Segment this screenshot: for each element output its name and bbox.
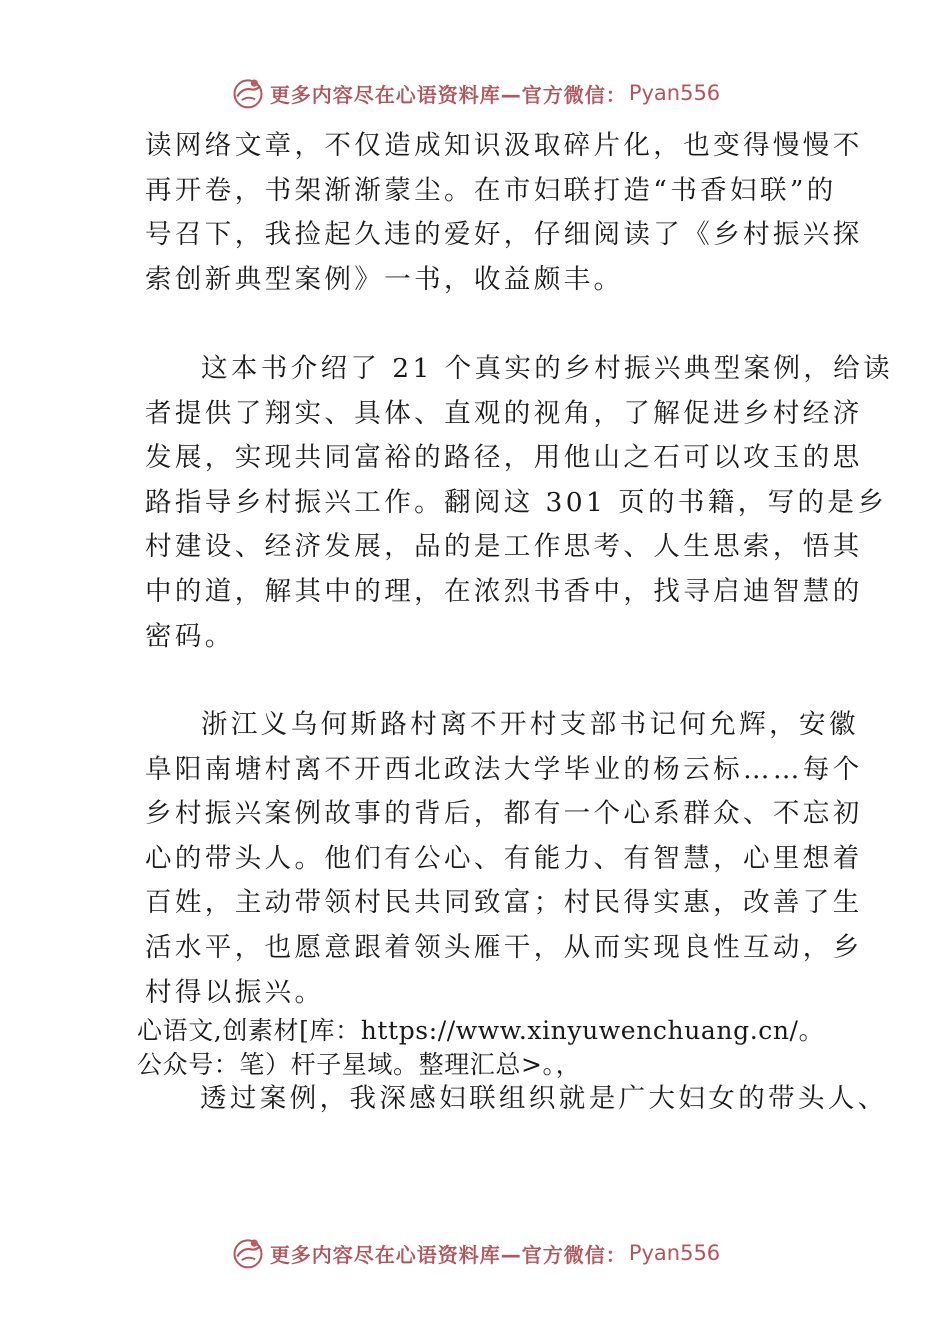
source-watermark [137, 1014, 837, 1082]
paragraph-line: 读网络文章，不仅造成知识汲取碎片化，也变得慢慢不 [145, 130, 863, 161]
paragraph-line: 浙江义乌何斯路村离不开村支部书记何允辉，安徽 [201, 709, 859, 740]
paragraph-line: 路指导乡村振兴工作。翻阅这 301 页的书籍，写的是乡 [145, 486, 888, 518]
paragraph-line: 密码。 [145, 620, 235, 652]
paragraph-4: 透过案例，我深感妇联组织就是广大妇女的带头人、 [200, 1083, 888, 1114]
paragraph-line: 村得以振兴。 [145, 976, 325, 1008]
hand-flower-logo-icon [230, 75, 266, 111]
paragraph-line: 心的带头人。他们有公心、有能力、有智慧，心里想着 [145, 842, 863, 874]
footer-wechat-id: Pyan556 [628, 1241, 721, 1265]
paragraph-line: 阜阳南塘村离不开西北政法大学毕业的杨云标……每个 [145, 753, 863, 785]
paragraph-line: 号召下，我捡起久违的爱好，仔细阅读了《乡村振兴探 [145, 219, 863, 251]
paragraph-line: 中的道，解其中的理，在浓烈书香中，找寻启迪智慧的 [145, 575, 863, 607]
paragraph-line: 发展，实现共同富裕的路径，用他山之石可以攻玉的思 [145, 442, 863, 474]
footer-title: 更多内容尽在心语资料库—官方微信： [269, 1242, 627, 1267]
header-banner [0, 68, 950, 118]
paragraph-line: 者提供了翔实、具体、直观的视角，了解促进乡村经济 [145, 397, 863, 429]
paragraph-line: 乡村振兴案例故事的背后，都有一个心系群众、不忘初 [145, 798, 863, 830]
paragraph-line: 这本书介绍了 21 个真实的乡村振兴典型案例，给读 [201, 353, 894, 384]
paragraph-line: 索创新典型案例》一书，收益颇丰。 [145, 263, 624, 295]
hand-flower-logo-icon [230, 1235, 266, 1271]
header-title: 更多内容尽在心语资料库—官方微信： [269, 82, 627, 107]
paragraph-1 [145, 124, 863, 302]
header-wechat-id: Pyan556 [628, 81, 721, 105]
paragraph-2 [145, 347, 894, 659]
paragraph-line: 再开卷，书架渐渐蒙尘。在市妇联打造“书香妇联”的 [145, 174, 837, 206]
paragraph-3 [145, 703, 863, 1015]
footer-banner [0, 1228, 950, 1278]
watermark-line: 心语文,创素材[库：https://www.xinyuwenchuang.cn/。 [137, 1016, 825, 1045]
paragraph-line: 活水平，也愿意跟着领头雁干，从而实现良性互动，乡 [145, 931, 863, 963]
paragraph-line: 百姓，主动带领村民共同致富；村民得实惠，改善了生 [145, 887, 863, 919]
paragraph-line: 村建设、经济发展，品的是工作思考、人生思索，悟其 [145, 531, 863, 563]
watermark-line: 公众号：笔）杆子星域。整理汇总>。， [137, 1050, 582, 1079]
